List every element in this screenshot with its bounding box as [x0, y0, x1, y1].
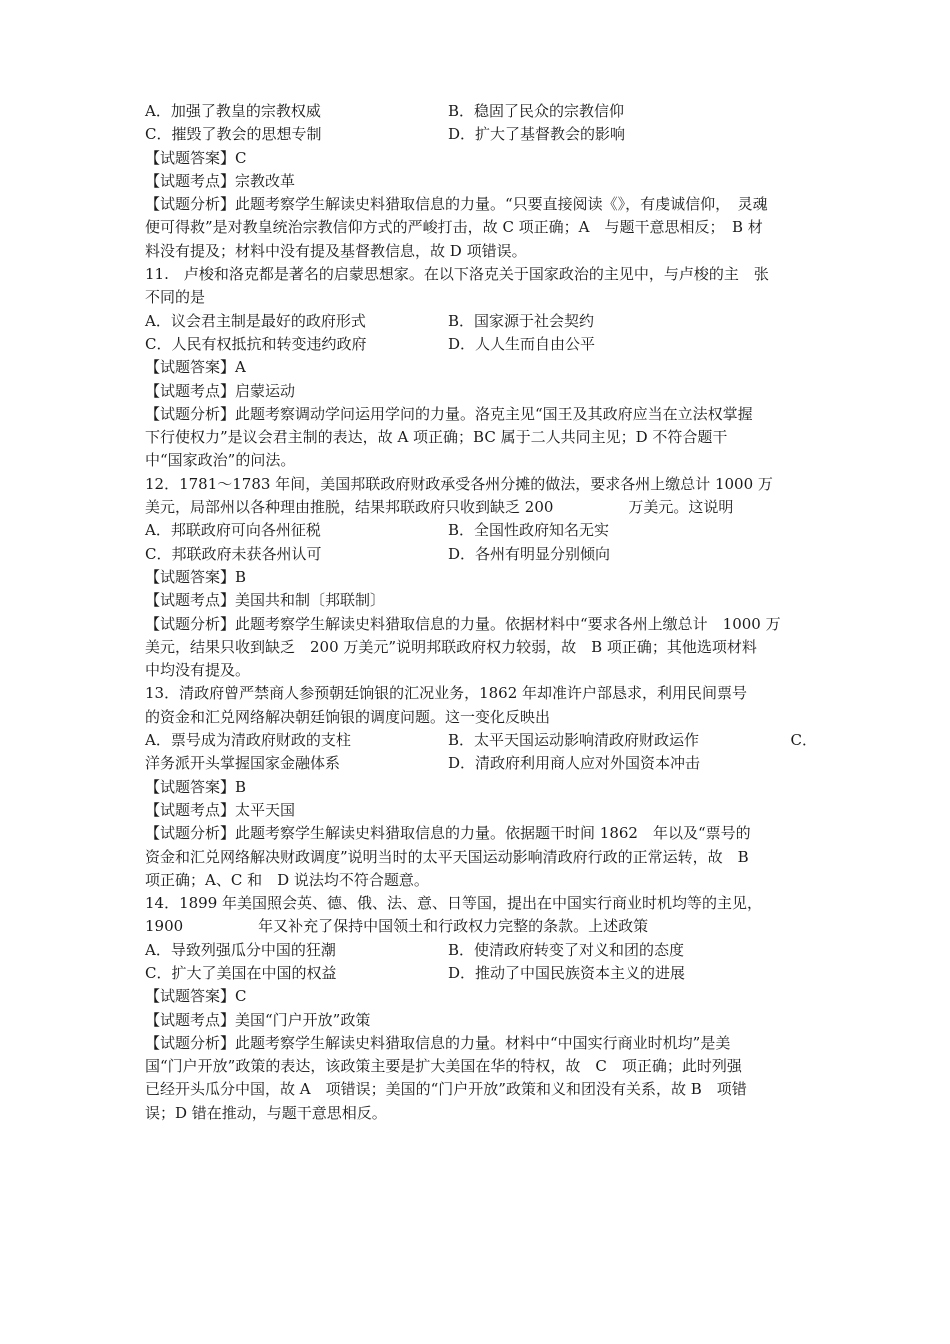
q10-point: 【试题考点】宗教改革 [145, 171, 296, 190]
q14-stem-line: 14．1899 年美国照会英、德、俄、法、意、日等国，提出在中国实行商业时机均等的主见， [145, 894, 763, 913]
q11-stem-line: 不同的是 [145, 288, 206, 307]
q11-options-row-1 [145, 310, 817, 333]
q13-options-row-1 [145, 729, 817, 752]
q14-point: 【试题考点】美国“门户开放”政策 [145, 1010, 371, 1029]
q14-stem-line: 1900 年又补充了保持中国领土和行政权力完整的条款。上述政策 [145, 917, 649, 936]
q11-option-b: B．国家源于社会契约 [448, 311, 595, 330]
q14-analysis-line: 已经开头瓜分中国，故 A 项错误；美国的“门户开放”政策和义和团没有关系，故 B 项错 [145, 1080, 747, 1099]
q12-stem [145, 473, 817, 520]
q12-analysis-line: 中均没有提及。 [145, 661, 251, 680]
q12-options-row-1 [145, 519, 817, 542]
q13-point: 【试题考点】太平天国 [145, 800, 296, 819]
q11-analysis-line: 中“国家政治”的问法。 [145, 451, 296, 470]
q10-options-row-2 [145, 123, 817, 146]
q11-point: 【试题考点】启蒙运动 [145, 381, 296, 400]
q13-options-row-2 [145, 752, 817, 775]
q14-analysis [145, 1032, 817, 1125]
q10-answer: 【试题答案】C [145, 148, 247, 167]
q13-stem-line: 13．清政府曾严禁商人参预朝廷饷银的汇况业务，1862 年却准许户部恳求，利用民间票号 [145, 684, 748, 703]
q10-analysis-line: 【试题分析】此题考察学生解读史料猎取信息的力量。“只要直接阅读《》，有虔诚信仰， 灵魂 [145, 195, 768, 214]
q13-analysis [145, 822, 817, 892]
q13-analysis-line: 【试题分析】此题考察学生解读史料猎取信息的力量。依据题干时间 1862 年以及“票号的 [145, 824, 751, 843]
q12-answer: 【试题答案】B [145, 567, 247, 586]
q10-analysis [145, 193, 817, 263]
q11-option-d: D．人人生而自由公平 [448, 334, 596, 353]
q12-option-b: B．全国性政府知名无实 [448, 521, 610, 540]
q11-options-row-2 [145, 333, 817, 356]
q13-stem-line: 的资金和汇兑网络解决朝廷饷银的调度问题。这一变化反映出 [145, 707, 551, 726]
q14-options-row-1 [145, 939, 817, 962]
q14-analysis-line: 国“门户开放”政策的表达，该政策主要是扩大美国在华的特权，故 C 项正确；此时列强 [145, 1057, 742, 1076]
q13-option-c-label: C． [790, 731, 817, 750]
q10-options-row-1 [145, 100, 817, 123]
q12-option-a: A．邦联政府可向各州征税 [145, 521, 321, 540]
q10-analysis-line: 料没有提及；材料中没有提及基督教信息，故 D 项错误。 [145, 241, 527, 260]
q14-option-c: C．扩大了美国在中国的权益 [145, 963, 337, 982]
q11-analysis [145, 403, 817, 473]
q13-option-b-wrap [448, 729, 817, 752]
q14-analysis-line: 误；D 错在推动，与题干意思相反。 [145, 1103, 387, 1122]
q12-option-d: D．各州有明显分别倾向 [448, 544, 611, 563]
q13-option-a: A．票号成为清政府财政的支柱 [145, 731, 351, 750]
q11-answer: 【试题答案】A [145, 358, 246, 377]
q13-option-c: 洋务派开头掌握国家金融体系 [145, 754, 341, 773]
q10-option-a: A．加强了教皇的宗教权威 [145, 102, 321, 120]
q12-stem-line: 美元，局部州以各种理由推脱，结果邦联政府只收到缺乏 200 万美元。这说明 [145, 498, 734, 517]
q14-stem [145, 892, 817, 939]
q13-option-b: B．太平天国运动影响清政府财政运作 [448, 731, 700, 750]
q13-option-d: D．清政府利用商人应对外国资本冲击 [448, 754, 701, 773]
q10-analysis-line: 便可得救”是对教皇统治宗教信仰方式的严峻打击，故 C 项正确；A 与题干意思相反； B 材 [145, 218, 763, 237]
q12-analysis-line: 美元，结果只收到缺乏 200 万美元”说明邦联政府权力较弱，故 B 项正确；其他选项材料 [145, 637, 757, 656]
q14-answer: 【试题答案】C [145, 987, 247, 1006]
q13-analysis-line: 项正确；A、C 和 D 说法均不符合题意。 [145, 870, 429, 889]
q12-stem-line: 12．1781～1783 年间，美国邦联政府财政承受各州分摊的做法，要求各州上缴总计 1000 万 [145, 474, 773, 493]
q12-option-c: C．邦联政府未获各州认可 [145, 544, 322, 563]
q11-stem [145, 263, 817, 310]
q12-analysis-line: 【试题分析】此题考察学生解读史料猎取信息的力量。依据材料中“要求各州上缴总计 1000 万 [145, 614, 781, 633]
q13-answer: 【试题答案】B [145, 777, 247, 796]
document-page [145, 100, 817, 1125]
q12-point: 【试题考点】美国共和制〔邦联制〕 [145, 591, 386, 610]
q10-option-d: D．扩大了基督教会的影响 [448, 125, 626, 144]
q12-options-row-2 [145, 543, 817, 566]
q11-option-c: C．人民有权抵抗和转变违约政府 [145, 334, 367, 353]
q11-stem-line: 11. 卢梭和洛克都是著名的启蒙思想家。在以下洛克关于国家政治的主见中，与卢梭的主 张 [145, 265, 769, 284]
q14-options-row-2 [145, 962, 817, 985]
q12-analysis [145, 613, 817, 683]
q14-option-b: B．使清政府转变了对义和团的态度 [448, 940, 685, 959]
q11-analysis-line: 【试题分析】此题考察调动学问运用学问的力量。洛克主见“国王及其政府应当在立法权掌握 [145, 404, 753, 423]
q14-analysis-line: 【试题分析】此题考察学生解读史料猎取信息的力量。材料中“中国实行商业时机均”是美 [145, 1033, 731, 1052]
q11-option-a: A．议会君主制是最好的政府形式 [145, 311, 366, 330]
q11-analysis-line: 下行使权力”是议会君主制的表达，故 A 项正确；BC 属于二人共同主见；D 不符合题干 [145, 428, 728, 447]
q13-analysis-line: 资金和汇兑网络解决财政调度”说明当时的太平天国运动影响清政府行政的正常运转，故 B [145, 847, 749, 866]
q10-option-c: C．摧毁了教会的思想专制 [145, 125, 322, 144]
q13-stem [145, 682, 817, 729]
q14-option-a: A．导致列强瓜分中国的狂潮 [145, 940, 336, 959]
q10-option-b: B．稳固了民众的宗教信仰 [448, 102, 625, 120]
q14-option-d: D．推动了中国民族资本主义的进展 [448, 963, 686, 982]
